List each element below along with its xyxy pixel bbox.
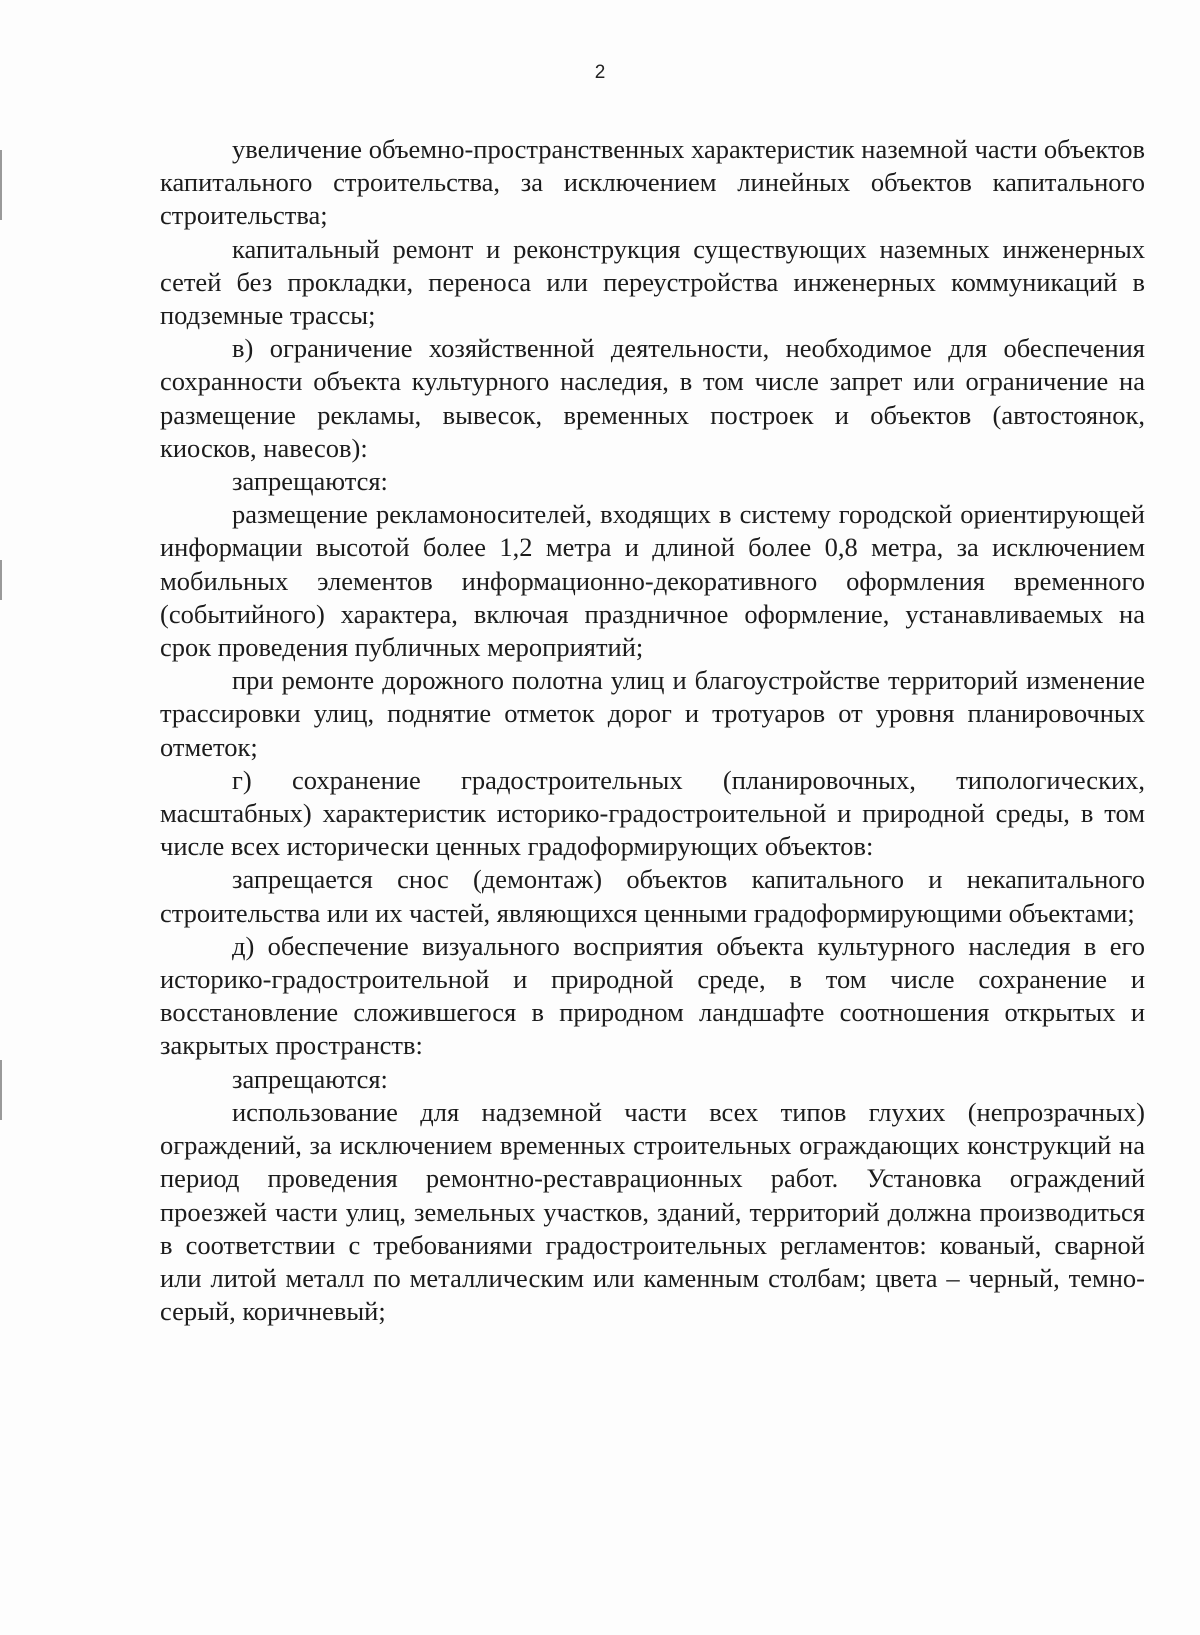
- paragraph: г) сохранение градостроительных (планировочных, типологических, масштабных) характеристик историко-градостроительной и природной среды, в том числе всех исторически ценных градоформирующих объектов:: [160, 764, 1145, 862]
- paragraph: запрещаются:: [232, 466, 388, 497]
- scan-edge-mark: [0, 1060, 2, 1120]
- scan-edge-mark: [0, 560, 2, 600]
- paragraph: при ремонте дорожного полотна улиц и благоустройстве территорий изменение трассировки улиц, поднятие отметок дорог и тротуаров от уровня планировочных отметок;: [160, 665, 1145, 762]
- document-body: [160, 133, 1145, 1328]
- paragraph: увеличение объемно-пространственных характеристик наземной части объектов капитального строительства, за исключением линейных объектов капитального строительства;: [160, 134, 1145, 231]
- page-number: 2: [594, 62, 606, 83]
- paragraph: в) ограничение хозяйственной деятельности, необходимое для обеспечения сохранности объекта культурного наследия, в том числе запрет или ограничение на размещение рекламы, вывесок, временных построек и объектов (автостоянок, киосков, навесов):: [160, 333, 1145, 463]
- paragraph: запрещается снос (демонтаж) объектов капитального и некапитального строительства или их частей, являющихся ценными градоформирующими объектами;: [160, 864, 1145, 928]
- paragraph: капитальный ремонт и реконструкция существующих наземных инженерных сетей без прокладки, переноса или переустройства инженерных коммуникаций в подземные трассы;: [160, 233, 1145, 331]
- paragraph: запрещаются:: [232, 1063, 388, 1094]
- paragraph: д) обеспечение визуального восприятия объекта культурного наследия в его историко-градостроительной и природной среде, в том числе сохранение и восстановление сложившегося в природном ландшафте соотношения открытых и закрытых пространств:: [160, 930, 1145, 1061]
- paragraph: размещение рекламоносителей, входящих в систему городской ориентирующей информации высотой более 1,2 метра и длиной более 0,8 метра, за исключением мобильных элементов информационно-декоративного оформления временного (событийного) характера, включая праздничное оформление, устанавливаемых на срок проведения публичных мероприятий;: [160, 499, 1145, 663]
- paragraph: использование для надземной части всех типов глухих (непрозрачных) ограждений, за исключением временных строительных ограждающих конструкций на период проведения ремонтно-реставрационных работ. Установка ограждений проезжей части улиц, земельных участков, зданий, территорий должна производиться в соответствии с требованиями градостроительных регламентов: кованый, сварной или литой металл по металлическим или каменным столбам; цвета – черный, темно-серый, коричневый;: [160, 1096, 1145, 1327]
- scan-edge-mark: [0, 150, 2, 220]
